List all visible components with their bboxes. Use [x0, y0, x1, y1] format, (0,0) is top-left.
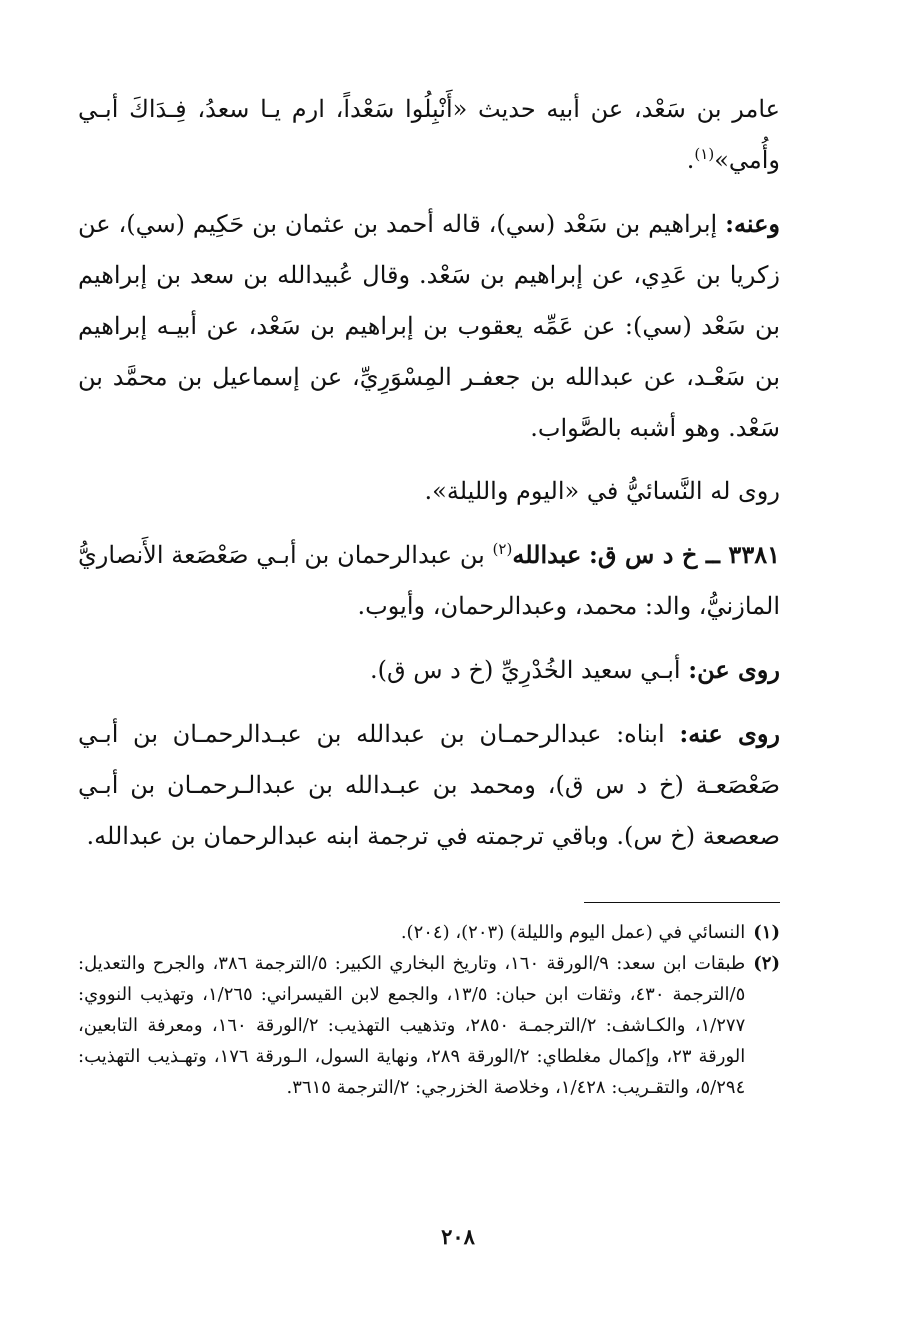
paragraph-lead: روى عنه:	[679, 719, 781, 748]
paragraph-amir	[78, 84, 780, 186]
footnote-1	[78, 917, 780, 948]
paragraph-wa-anhu	[78, 198, 780, 454]
footnote-divider	[584, 902, 780, 903]
page-number: ٢٠٨	[441, 1224, 475, 1249]
paragraph-nasai	[78, 466, 780, 517]
footnotes	[78, 917, 780, 1103]
paragraph-lead: روى عن:	[688, 655, 780, 684]
paragraph-tail: .	[686, 146, 695, 174]
entry-name: عبدالله	[512, 540, 582, 569]
paragraph-text: روى له النَّسائيُّ في «اليوم والليلة».	[424, 477, 780, 505]
paragraph-rawa-an	[78, 644, 780, 696]
footnote-text: النسائي في (عمل اليوم والليلة) (٢٠٣)، (٢٠٤).	[400, 922, 746, 943]
entry-3381	[78, 529, 780, 632]
footnote-2	[78, 948, 780, 1103]
paragraph-text: عامر بن سَعْد، عن أبيه حديث «أَنْبِلُوا سَعْداً، ارم يـا سعدُ، فِـدَاكَ أبـي وأُمي»	[78, 95, 780, 174]
footnote-number: (١)	[753, 922, 780, 943]
entry-text: بن عبدالرحمان بن أبـي صَعْصَعة الأَنصاريُّ المازنيُّ، والد: محمد، وعبدالرحمان، وأيوب.	[78, 541, 780, 620]
paragraph-text: أبـي سعيد الخُدْرِيِّ (خ د س ق).	[369, 656, 681, 684]
paragraph-text: ابناه: عبدالرحمـان بن عبدالله بن عبـدالرحمـان بن أبـي صَعْصَعـة (خ د س ق)، ومحمد بن عبـدالله بن عبدالـرحمـان بن أبـي صعصعة (خ س). وباقي ترجمته في ترجمة ابنه عبدالرحمان بن عبدالله.	[78, 720, 780, 850]
entry-heading: ٣٣٨١ ــ خ د س ق:	[589, 540, 780, 569]
paragraph-rawa-anhu	[78, 708, 780, 862]
paragraph-lead: وعنه:	[725, 209, 780, 238]
footnote-number: (٢)	[753, 953, 780, 974]
footnote-ref-2[interactable]: (٢)	[492, 540, 513, 558]
paragraph-text: إبراهيم بن سَعْد (سي)، قاله أحمد بن عثمان بن حَكِيم (سي)، عن زكريا بن عَدِي، عن إبراهيم بن سَعْد. وقال عُبيدالله بن سعد بن إبراهيم بن سَعْد (سي): عن عَمِّه يعقوب بن إبراهيم بن سَعْد، عن أبيـه إبراهيم بن سَعْـد، عن عبدالله بن جعفـر المِسْوَرِيِّ، عن إسماعيل بن محمَّد بن سَعْد. وهو أشبه بالصَّواب.	[78, 210, 780, 442]
footnote-text: طبقات ابن سعد: ٩/الورقة ١٦٠، وتاريخ البخاري الكبير: ٥/الترجمة ٣٨٦، والجرح والتعديل: ٥/الترجمة ٤٣٠، وثقات ابن حبان: ١٣/٥، والجمع لابن القيسراني: ١/٢٦٥، وتهذيب النووي: ١/٢٧٧، والكـاشف: ٢/الترجمـة ٢٨٥٠، وتذهيب التهذيب: ٢/الورقة ١٦٠، ومعرفة التابعين، الورقة ٢٣، وإكمال مغلطاي: ٢/الورقة ٢٨٩، ونهاية السول، الـورقة ١٧٦، وتهـذيب التهذيب: ٥/٢٩٤، والتقـريب: ١/٤٢٨، وخلاصة الخزرجي: ٢/الترجمة ٣٦١٥.	[78, 953, 746, 1098]
footnote-ref-1[interactable]: (١)	[694, 145, 715, 163]
